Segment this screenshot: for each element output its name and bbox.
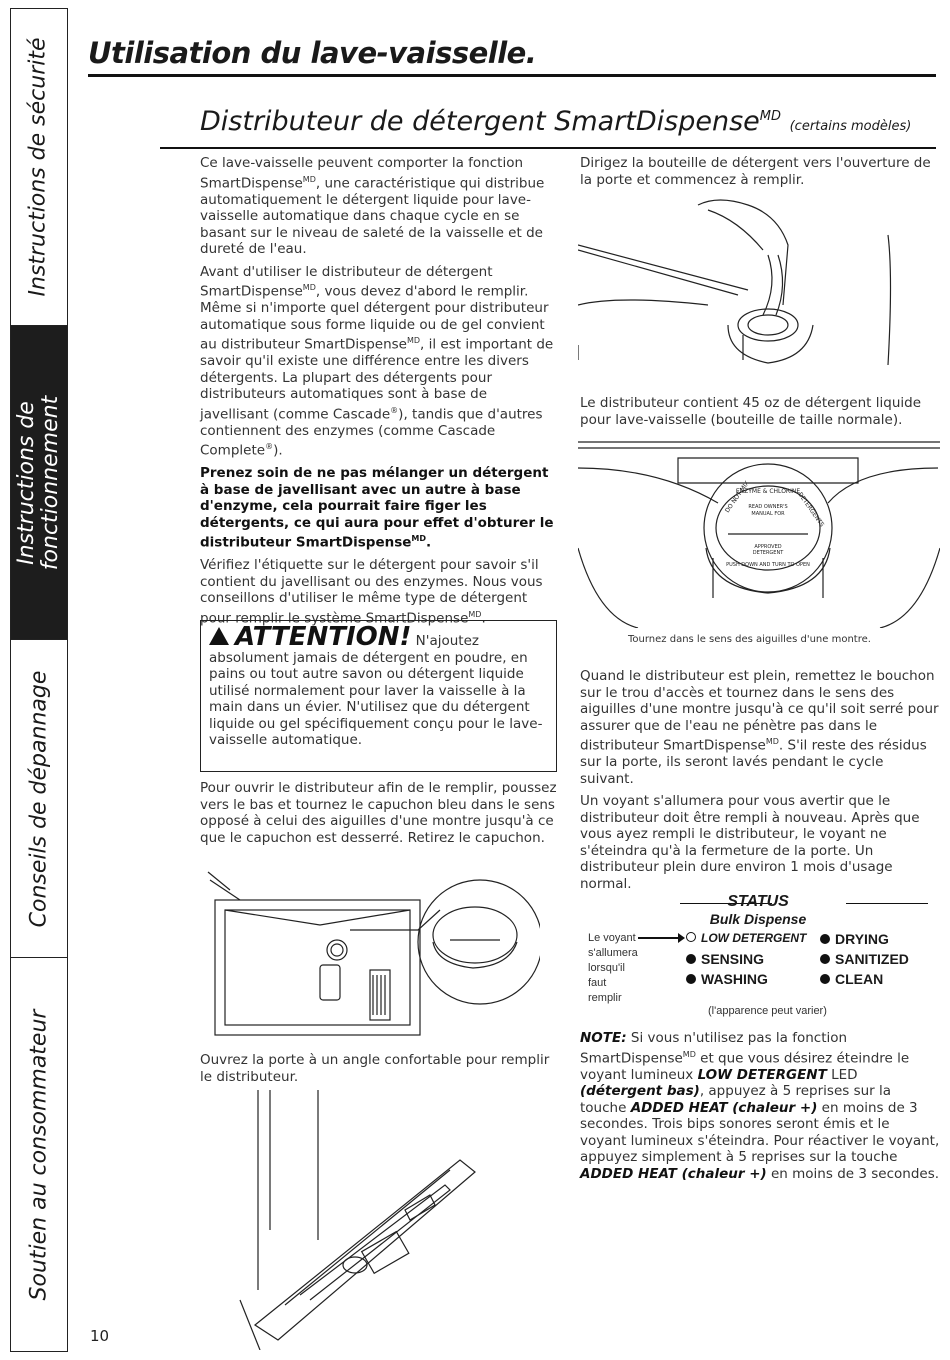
sidebar-tabs bbox=[10, 8, 68, 1352]
cap-text-bottom: PUSH DOWN AND TURN TO OPEN bbox=[726, 562, 810, 568]
paragraph-refill: Quand le distributeur est plein, remettez le bouchon sur le trou d'accès et tournez dans le sens des aiguilles d'une montre jusqu'à ce qu'il soit serré pour assurer que de l'eau ne pénètre pas dans le distributeur SmartDispense$^{MD}$. S'il reste des résidus sur la porte, ils seront lavés pendant le cycle suivant. bbox=[580, 668, 939, 787]
status-subtitle: Bulk Dispense bbox=[709, 911, 807, 927]
indicator-off-icon bbox=[686, 932, 696, 942]
tab-label: Instructions de sécurité bbox=[26, 37, 51, 297]
status-item-drying: DRYING bbox=[820, 931, 889, 947]
cap-caption: Tournez dans le sens des aiguilles d'une montre. bbox=[628, 634, 871, 645]
figure-door-angle bbox=[200, 1090, 480, 1350]
cap-text-read1: READ OWNER'S bbox=[748, 504, 788, 510]
attention-box: ATTENTION! N'ajoutez absolument jamais de détergent en poudre, en pains ou tout autre savon ou détergent liquide utilisé normalement pour laver la vaisselle à la main dans un évier. N'utilisez que du détergent liquide ou gel spécifiquement conçu pour le lave-vaisselle automatique. bbox=[200, 620, 557, 772]
cap-text-left: DO NOT MIX bbox=[723, 479, 751, 515]
open-dispenser-text: Pour ouvrir le distributeur afin de le remplir, poussez vers le bas et tournez le capuchon bleu dans le sens opposé à celui des aiguilles d'une montre jusqu'à ce que le capuchon est desserré. Retirez le capuchon. bbox=[200, 780, 557, 846]
tab-safety-instructions[interactable] bbox=[11, 9, 67, 326]
indicator-on-icon bbox=[820, 954, 830, 964]
cap-text-approved1: APPROVED bbox=[754, 544, 782, 550]
cap-text-right: DETERGENTS bbox=[796, 491, 826, 529]
cap-text-top: ENZYME & CHLORINE bbox=[735, 488, 801, 495]
paragraph-indicator: Un voyant s'allumera pour vous avertir que le distributeur doit être rempli à nouveau. Après que vous ayez rempli le distributeur, le voyant ne s'éteindra qu'à la fermeture de la porte. Un distributeur plein dure environ 1 mois d'usage normal. bbox=[580, 793, 920, 892]
indicator-on-icon bbox=[820, 934, 830, 944]
paragraph-before-use: Avant d'utiliser le distributeur de détergent SmartDispense$^{MD}$, vous devez d'abord le remplir. Même si n'importe quel détergent pour distributeur automatique sous forme liquide ou de gel convient au distributeur SmartDispense$^{MD}$, il est important de savoir qu'il existe une différence entre les divers détergents. La plupart des détergents pour distributeurs automatiques sont à base de javellisant (comme Cascade®), tandis que d'autres contiennent des enzymes (comme Cascade Complete®). bbox=[200, 263, 554, 459]
status-item-washing: WASHING bbox=[686, 971, 768, 987]
figure-cap-closeup bbox=[578, 438, 940, 628]
left-column bbox=[200, 155, 560, 633]
tab-label: Soutien au consommateur bbox=[26, 1009, 52, 1300]
page-title: Utilisation du lave-vaisselle. bbox=[88, 36, 537, 70]
figure-door-cap bbox=[200, 870, 540, 1040]
section-rule bbox=[160, 147, 936, 149]
paragraph-check-label: Vérifiez l'étiquette sur le détergent pour savoir s'il contient du javellisant ou des enzymes. Nous vous conseillons d'utiliser le même type de détergent pour remplir le système SmartDispense$^{MD}$. bbox=[200, 557, 543, 626]
arrow-right-icon bbox=[678, 933, 685, 943]
cap-text-read2: MANUAL FOR bbox=[751, 511, 785, 517]
attention-heading: ATTENTION! bbox=[235, 622, 412, 652]
section-title-note: (certains modèles) bbox=[789, 119, 912, 134]
status-item-sensing: SENSING bbox=[686, 951, 764, 967]
status-item-low-detergent: LOW DETERGENT bbox=[686, 931, 806, 945]
tab-label: Instructions de fonctionnement bbox=[14, 395, 63, 570]
indicator-on-icon bbox=[686, 974, 696, 984]
paragraph-intro: Ce lave-vaisselle peuvent comporter la fonction SmartDispense$^{MD}$, une caractéristique qui distribue automatiquement le détergent liquide pour lave-vaisselle automatique dans chaque cycle en se basant sur le niveau de saleté de la vaisselle et de dureté de l'eau. bbox=[200, 155, 545, 257]
attention-body: absolument jamais de détergent en poudre, en pains ou tout autre savon ou détergent liquide utilisé normalement pour laver la vaisselle à la main dans un évier. N'utilisez que du détergent liquide ou gel spécifiquement conçu pour le lave-vaisselle automatique. bbox=[209, 649, 543, 748]
arrow-line bbox=[638, 937, 680, 939]
status-label: Le voyant s'allumera lorsqu'il faut remplir bbox=[588, 932, 638, 1004]
note-text: NOTE: Si vous n'utilisez pas la fonction SmartDispense$^{MD}$ et que vous désirez éteindre le voyant lumineux LOW DETERGENT LED (détergent bas), appuyez à 5 reprises sur la touche ADDED HEAT (chaleur +) en moins de 3 secondes. Trois bips sonores seront émis et le voyant lumineux s'éteindra. Pour réactiver le voyant, appuyez simplement à 5 reprises sur la touche ADDED HEAT (chaleur +) en moins de 3 secondes. bbox=[580, 1030, 940, 1182]
status-note: (l'apparence peut varier) bbox=[708, 1005, 827, 1017]
indicator-on-icon bbox=[686, 954, 696, 964]
open-door-text: Ouvrez la porte à un angle confortable pour remplir le distributeur. bbox=[200, 1052, 550, 1085]
indicator-on-icon bbox=[820, 974, 830, 984]
tab-operating-instructions[interactable] bbox=[11, 326, 67, 640]
page-number: 10 bbox=[90, 1327, 110, 1345]
status-item-sanitized: SANITIZED bbox=[820, 951, 909, 967]
figure-bottle-pour bbox=[578, 195, 938, 375]
status-panel bbox=[588, 893, 928, 1023]
section-title: Distributeur de détergent SmartDispense$^{MD}$ (certains modèles) bbox=[200, 106, 912, 137]
tab-label: Conseils de dépannage bbox=[26, 670, 51, 927]
tab-consumer-support[interactable] bbox=[11, 958, 67, 1351]
capacity-text: Le distributeur contient 45 oz de détergent liquide pour lave-vaisselle (bouteille de taille normale). bbox=[580, 395, 922, 428]
right-intro-text: Dirigez la bouteille de détergent vers l'ouverture de la porte et commencez à remplir. bbox=[580, 155, 931, 188]
title-rule bbox=[88, 74, 936, 77]
tab-troubleshooting-tips[interactable] bbox=[11, 640, 67, 958]
status-item-clean: CLEAN bbox=[820, 971, 883, 987]
paragraph-warning-mix: Prenez soin de ne pas mélanger un détergent à base de javellisant avec un autre à base d'enzyme, cela pourrait faire figer les détergents, ce qui aura pour effet d'obturer le distributeur SmartDispense$^{MD}$. bbox=[200, 465, 554, 551]
status-title: STATUS bbox=[727, 893, 789, 910]
cap-text-approved2: DETERGENT bbox=[752, 550, 784, 556]
warning-triangle-icon bbox=[209, 627, 229, 645]
right-body-text bbox=[580, 668, 940, 898]
